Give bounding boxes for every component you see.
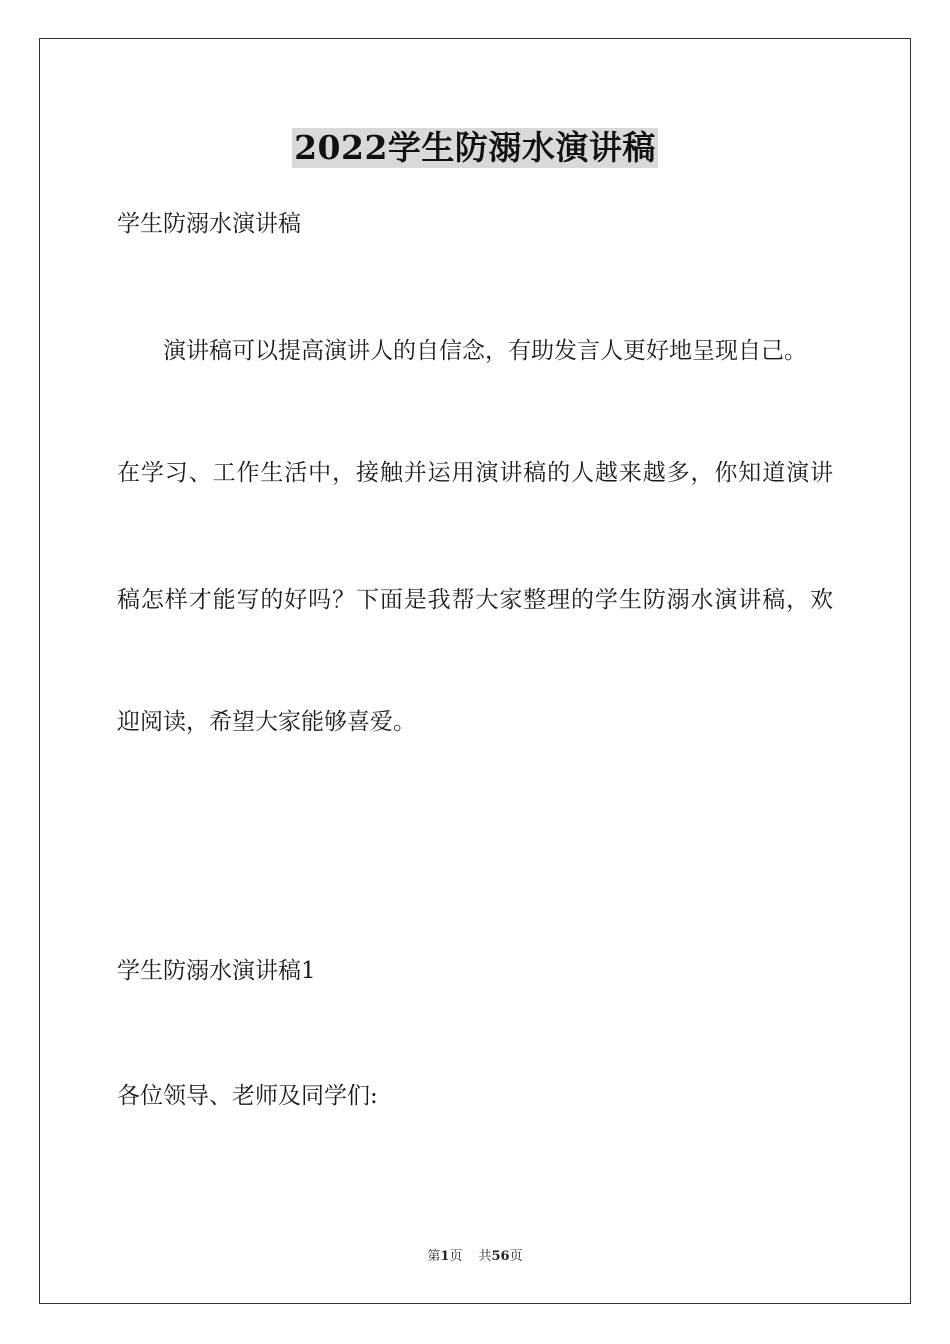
intro-line-2: 在学习、工作生活中，接触并运用演讲稿的人越来越多，你知道演讲 [117,460,833,486]
intro-line-1: 演讲稿可以提高演讲人的自信念，有助发言人更好地呈现自己。 [163,338,807,364]
footer-page-prefix: 第 [427,1249,441,1264]
footer-page-total: 56 [491,1249,510,1264]
title-container [0,128,950,168]
intro-line-3: 稿怎样才能写的好吗？下面是我帮大家整理的学生防溺水演讲稿，欢 [117,587,833,613]
intro-line-4: 迎阅读，希望大家能够喜爱。 [117,709,416,735]
salutation: 各位领导、老师及同学们: [117,1083,378,1109]
section-heading: 学生防溺水演讲稿1 [117,958,316,984]
page-footer [0,1248,950,1266]
document-subtitle: 学生防溺水演讲稿 [117,211,301,237]
footer-total-suffix: 页 [509,1249,523,1264]
footer-total-prefix: 共 [478,1249,492,1264]
footer-page-suffix: 页 [449,1249,463,1264]
footer-page-current: 1 [440,1249,450,1264]
document-title: 2022学生防溺水演讲稿 [294,128,656,167]
